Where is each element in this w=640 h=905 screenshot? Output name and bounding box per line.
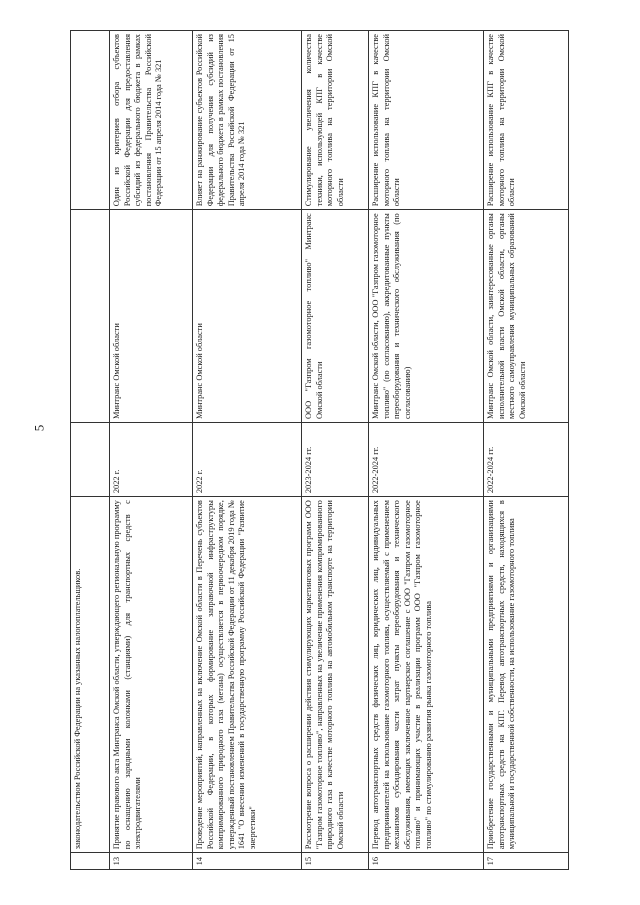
- table-cell-period: 2023-2024 гг.: [302, 423, 369, 497]
- table-cell-measure: Проведение мероприятий, направленных на включение Омской области в Перечень субъектов Российской Федерации, в которых формирование заправочной инфраструктуры компримированного природного газа (метана) осуществляется в первоочередном порядке, утвержденный постановлением Правительства Российской Федерации от 11 декабря 2019 года № 1641 "О внесении изменений в государственную программу Российской Федерации "Развитие энергетики": [193, 497, 302, 853]
- table-cell-period: 2022 г.: [110, 423, 193, 497]
- table-cell-result: Стимулирование увеличения количества техники, использующей КПГ в качестве моторного топлива на территории Омской области: [302, 31, 369, 210]
- table-cell-measure: Принятие правового акта Минтранса Омской области, утверждающего региональную программу по оснащению зарядными колонками (станциями) для транспортных средств с электродвигателями: [110, 497, 193, 853]
- table-cell-number: 14: [193, 853, 302, 870]
- table-cell-period: 2022-2024 гг.: [484, 423, 569, 497]
- table-cell-period: 2022-2024 гг.: [369, 423, 484, 497]
- table-cell: [71, 423, 110, 497]
- table-row: [110, 31, 193, 870]
- table-cell-measure: Приобретение государственными и муниципальными предприятиями и организациями автотранспортных средств на КПГ. Перевод автотранспортных средств, находящихся в муниципальной и государственной собственности, на использование газомоторного топлива: [484, 497, 569, 853]
- page-number: 5: [31, 424, 47, 432]
- table-row: [369, 31, 484, 870]
- table-cell-number: 16: [369, 853, 484, 870]
- table-cell-executors: Минтранс Омской области: [193, 210, 302, 423]
- table-row: [484, 31, 569, 870]
- table-cell-result: Влияет на ранжирование субъектов Российской Федерации для получения субсидий из федерального бюджета в рамках постановления Правительства Российской Федерации от 15 апреля 2014 года № 321: [193, 31, 302, 210]
- table-cell-executors: Минтранс Омской области, заинтересованные органы исполнительной власти Омской области, органы местного самоуправления муниципальных образований Омской области: [484, 210, 569, 423]
- table-cell-executors: Минтранс Омской области: [110, 210, 193, 423]
- table-row: [302, 31, 369, 870]
- table-row-continuation: [71, 31, 110, 870]
- table-cell: [71, 31, 110, 210]
- table-cell-number: 13: [110, 853, 193, 870]
- table-cell-measure: Перевод автотранспортных средств физических лиц, юридических лиц, индивидуальных предпринимателей на использование газомоторного топлива, осуществляемый с применением механизмов субсидирования части затрат пункты переоборудования и технического обслуживания, имеющих заключенное партнерское соглашение с ООО "Газпром газомоторное топливо" и принимающих участие в реализации программ ООО "Газпром газомоторное топливо" по стимулированию развития рынка газомоторного топлива: [369, 497, 484, 853]
- table-cell-result: Расширение использование КПГ в качестве моторного топлива на территории Омской области: [369, 31, 484, 210]
- table-cell-number: 17: [484, 853, 569, 870]
- table-cell-result: Расширение использование КПГ в качестве моторного топлива на территории Омской области: [484, 31, 569, 210]
- table-cell-measure: Рассмотрение вопроса о расширении действия стимулирующих маркетинговых программ ООО "Газпром газомоторное топливо", направленных на увеличение применения компримированного природного газа в качестве моторного топлива на автомобильном транспорте на территории Омской области: [302, 497, 369, 853]
- table-cell: [71, 210, 110, 423]
- table-cell-executors: ООО "Газпром газомоторное топливо" Минтранс Омской области: [302, 210, 369, 423]
- table-cell-period: 2022 г.: [193, 423, 302, 497]
- rotated-table-container: [70, 30, 610, 870]
- measures-table: [70, 30, 569, 870]
- table-row: [193, 31, 302, 870]
- table-cell: [71, 853, 110, 870]
- table-cell-executors: Минтранс Омской области, ООО "Газпром газомоторное топливо" (по согласованию), аккредитованные пункты переоборудования и технического обслуживания (по согласованию): [369, 210, 484, 423]
- table-cell-number: 15: [302, 853, 369, 870]
- table-cell-result: Один из критериев отбора субъектов Российской Федерации для предоставления субсидий из федерального бюджета в рамках постановления Правительства Российской Федерации от 15 апреля 2014 года № 321: [110, 31, 193, 210]
- table-cell-measure: законодательством Российской Федерации на указанных налогоплательщиков.: [71, 497, 110, 853]
